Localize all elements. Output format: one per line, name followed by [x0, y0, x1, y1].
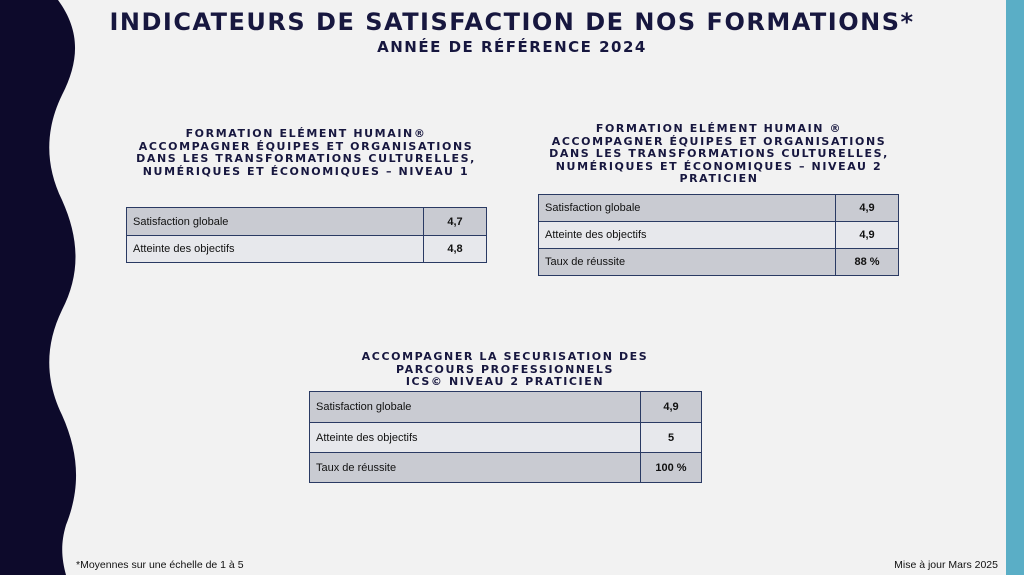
block-3-title-line: ICS© NIVEAU 2 PRATICIEN — [405, 375, 605, 388]
table-row — [310, 453, 702, 483]
row-label: Satisfaction globale — [310, 392, 641, 423]
row-label: Atteinte des objectifs — [310, 423, 641, 453]
row-label: Atteinte des objectifs — [127, 236, 424, 263]
row-label: Satisfaction globale — [127, 208, 424, 236]
block-2-title-line: DANS LES TRANSFORMATIONS CULTURELLES, — [549, 147, 889, 160]
row-value: 5 — [641, 423, 702, 453]
row-value: 4,7 — [424, 208, 487, 236]
decorative-wave — [0, 0, 80, 575]
row-value: 4,9 — [836, 195, 899, 222]
table-row — [539, 195, 899, 222]
block-2-title-line: FORMATION ELÉMENT HUMAIN ® — [595, 122, 843, 135]
block-3-title-line: ACCOMPAGNER LA SECURISATION DES — [361, 350, 649, 363]
table-row — [127, 208, 487, 236]
block-2-title — [538, 123, 900, 186]
row-label: Taux de réussite — [310, 453, 641, 483]
table-row — [127, 236, 487, 263]
row-value: 88 % — [836, 249, 899, 276]
row-label: Atteinte des objectifs — [539, 222, 836, 249]
block-1-title-line: DANS LES TRANSFORMATIONS CULTURELLES, — [136, 152, 476, 165]
block-2-title-line: NUMÉRIQUES ET ÉCONOMIQUES – NIVEAU 2 — [555, 159, 883, 173]
row-value: 4,9 — [641, 392, 702, 423]
block-1-title-line: FORMATION ELÉMENT HUMAIN® — [185, 127, 427, 140]
block-2-title-line: ACCOMPAGNER ÉQUIPES ET ORGANISATIONS — [551, 134, 887, 148]
block-1-table — [126, 207, 487, 263]
footer-note: *Moyennes sur une échelle de 1 à 5 — [76, 559, 244, 571]
row-label: Satisfaction globale — [539, 195, 836, 222]
row-value: 4,8 — [424, 236, 487, 263]
accent-bar — [1006, 0, 1024, 575]
block-3-title — [310, 351, 700, 389]
block-3-table — [309, 391, 702, 483]
page-title: INDICATEURS DE SATISFACTION DE NOS FORMATIONS* — [109, 8, 915, 36]
row-label: Taux de réussite — [539, 249, 836, 276]
row-value: 4,9 — [836, 222, 899, 249]
table-row — [539, 222, 899, 249]
page-subtitle: ANNÉE DE RÉFÉRENCE 2024 — [377, 38, 647, 56]
block-3-title-line: PARCOURS PROFESSIONNELS — [396, 362, 614, 376]
block-1-title-line: ACCOMPAGNER ÉQUIPES ET ORGANISATIONS — [138, 139, 474, 153]
block-2-table — [538, 194, 899, 276]
block-2-title-line: PRATICIEN — [679, 172, 759, 185]
row-value: 100 % — [641, 453, 702, 483]
table-row — [539, 249, 899, 276]
table-row — [310, 423, 702, 453]
table-row — [310, 392, 702, 423]
block-1-title-line: NUMÉRIQUES ET ÉCONOMIQUES – NIVEAU 1 — [142, 164, 470, 178]
block-1-title — [126, 128, 486, 178]
footer-update: Mise à jour Mars 2025 — [894, 559, 998, 571]
